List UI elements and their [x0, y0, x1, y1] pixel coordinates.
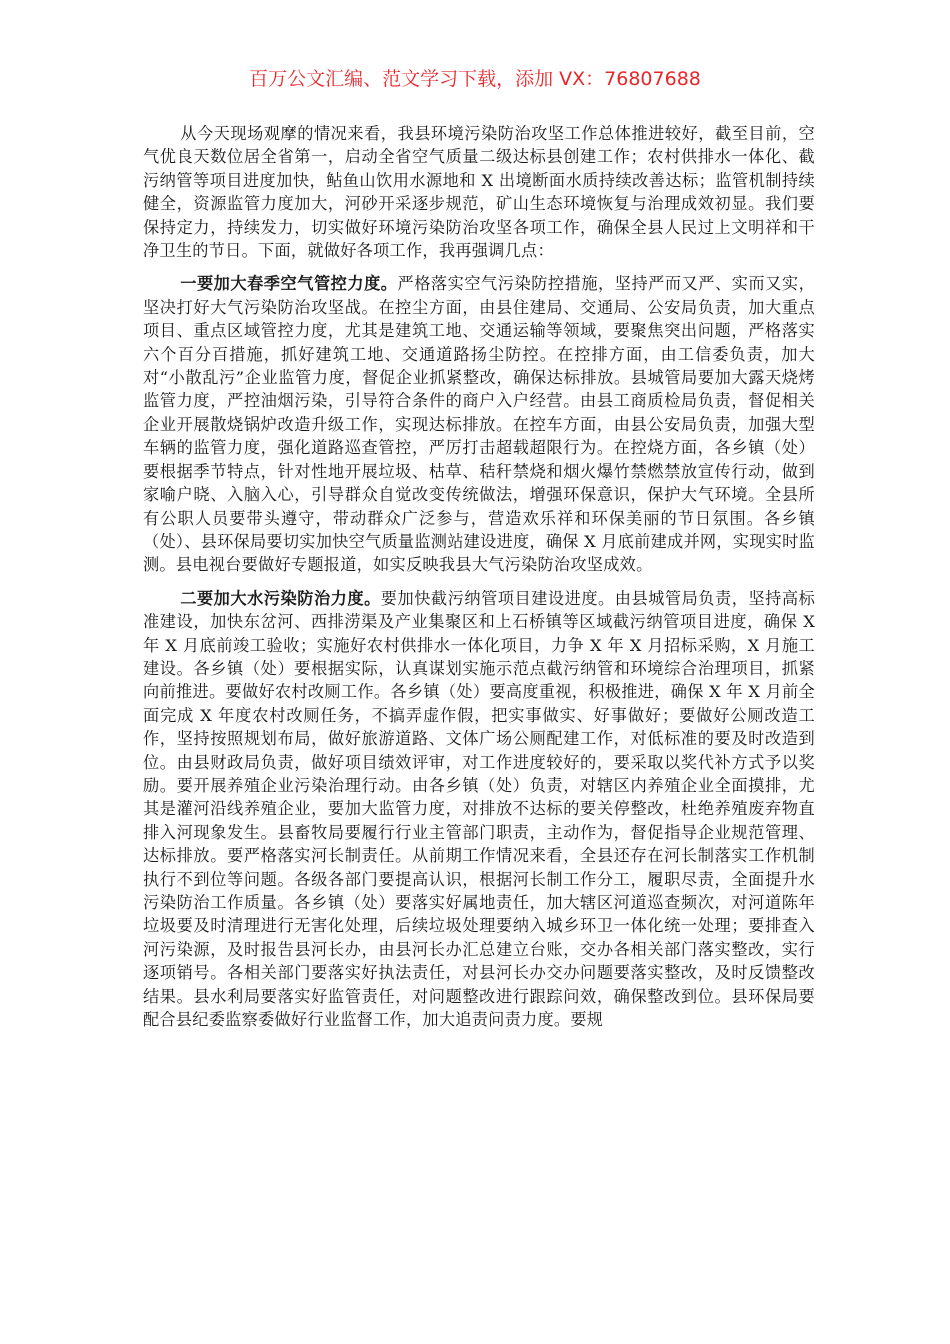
section-water-paragraph: [143, 587, 815, 1032]
intro-paragraph-text: 从今天现场观摩的情况来看，我县环境污染防治攻坚工作总体推进较好，截至目前，空气优良天数位居全省第一，启动全省空气质量二级达标县创建工作；农村供排水一体化、截污纳管等项目进度加快，鲇鱼山饮用水源地和 X 出境断面水质持续改善达标；监管机制持续健全，资源监管力度加大，河砂开采逐步规范，矿山生态环境恢复与治理成效初显。我们要保持定力，持续发力，切实做好环境污染防治攻坚各项工作，确保全县人民过上文明祥和干净卫生的节日。下面，就做好各项工作，我再强调几点：: [143, 124, 815, 261]
section-air-paragraph: [143, 272, 815, 576]
intro-paragraph: [143, 122, 815, 262]
section-air-text: 严格落实空气污染防控措施，坚持严而又严、实而又实，坚决打好大气污染防治攻坚战。在控尘方面，由县住建局、交通局、公安局负责，加大重点项目、重点区域管控力度，尤其是建筑工地、交通运输等领域，要聚焦突出问题，严格落实六个百分百措施，抓好建筑工地、交通道路扬尘防控。在控排方面，由工信委负责，加大对“小散乱污”企业监管力度，督促企业抓紧整改，确保达标排放。县城管局要加大露天烧烤监管力度，严控油烟污染，引导符合条件的商户入户经营。由县工商质检局负责，督促相关企业开展散烧锅炉改造升级工作，实现达标排放。在控车方面，由县公安局负责，加强大型车辆的监管力度，强化道路巡查管控，严厉打击超载超限行为。在控烧方面，各乡镇（处）要根据季节特点，针对性地开展垃圾、枯草、秸秆禁烧和烟火爆竹禁燃禁放宣传行动，做到家喻户晓、入脑入心，引导群众自觉改变传统做法，增强环保意识，保护大气环境。全县所有公职人员要带头遵守，带动群众广泛参与，营造欢乐祥和环保美丽的节日氛围。各乡镇（处）、县环保局要切实加快空气质量监测站建设进度，确保 X 月底前建成并网，实现实时监测。县电视台要做好专题报道，如实反映我县大气污染防治攻坚成效。: [143, 274, 816, 575]
page-header-watermark: 百万公文汇编、范文学习下载，添加 VX：76807688: [249, 68, 701, 90]
section-water-text: 要加快截污纳管项目建设进度。由县城管局负责，坚持高标准建设，加快东岔河、西排涝渠及产业集聚区和上石桥镇等区域截污纳管项目进度，确保 X 年 X 月底前竣工验收；实施好农村供排水一体化项目，力争 X 年 X 月招标采购，X 月施工建设。各乡镇（处）要根据实际，认真谋划实施示范点截污纳管和环境综合治理项目，抓紧向前推进。要做好农村改厕工作。各乡镇（处）要高度重视，积极推进，确保 X 年 X 月前全面完成 X 年度农村改厕任务，不搞弄虚作假，把实事做实、好事做好；要做好公厕改造工作，坚持按照规划布局，做好旅游道路、文体广场公厕配建工作，对低标准的要及时改造到位。由县财政局负责，做好项目绩效评审，对工作进度较好的，要采取以奖代补方式予以奖励。要开展养殖企业污染治理行动。由各乡镇（处）负责，对辖区内养殖企业全面摸排，尤其是灌河沿线养殖企业，要加大监管力度，对排放不达标的要关停整改，杜绝养殖废弃物直排入河现象发生。县畜牧局要履行行业主管部门职责，主动作为，督促指导企业规范管理、达标排放。要严格落实河长制责任。从前期工作情况来看，全县还存在河长制落实工作机制执行不到位等问题。各级各部门要提高认识，根据河长制工作分工，履职尽责，全面提升水污染防治工作质量。各乡镇（处）要落实好属地责任，加大辖区河道巡查频次，对河道陈年垃圾要及时清理进行无害化处理，后续垃圾处理要纳入城乡环卫一体化统一处理；要排查入河污染源，及时报告县河长办，由县河长办汇总建立台账，交办各相关部门落实整改，实行逐项销号。各相关部门要落实好执法责任，对县河长办交办问题要落实整改，及时反馈整改结果。县水利局要落实好监管责任，对问题整改进行跟踪问效，确保整改到位。县环保局要配合县纪委监察委做好行业监督工作，加大追责问责力度。要规: [143, 588, 816, 1030]
section-water-heading: 二要加大水污染防治力度。: [180, 588, 381, 608]
document-body: [143, 122, 815, 1041]
section-air-heading: 一要加大春季空气管控力度。: [180, 274, 398, 294]
